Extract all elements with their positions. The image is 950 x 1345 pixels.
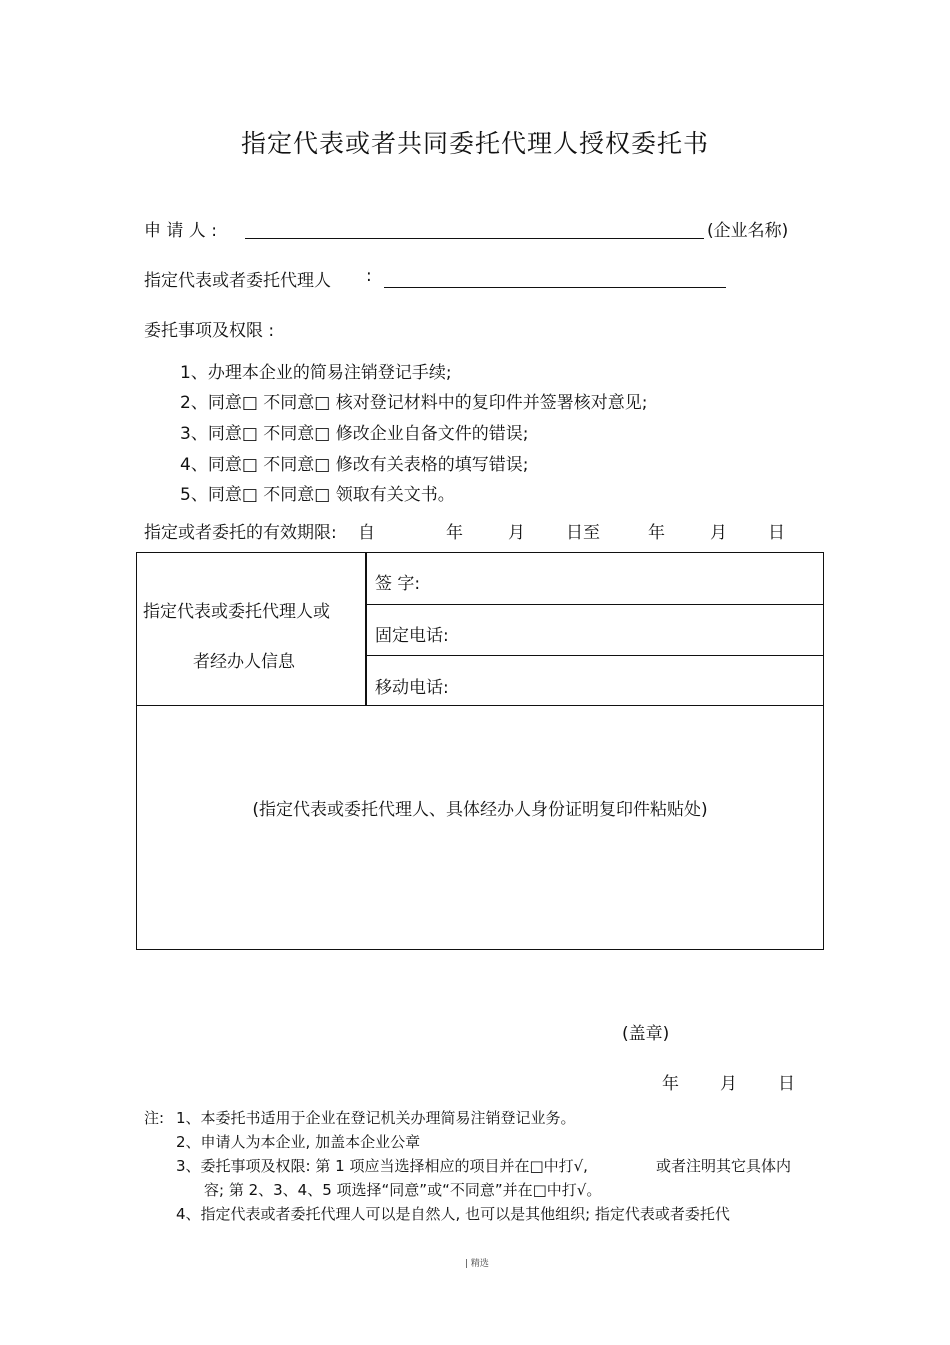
note-4: 4、指定代表或者委托代理人可以是自然人, 也可以是其他组织; 指定代表或者委托代 xyxy=(176,1205,730,1223)
validity-label: 指定或者委托的有效期限: xyxy=(144,523,337,543)
scope-item-3: 3、同意□ 不同意□ 修改企业自备文件的错误; xyxy=(180,424,529,444)
agent-colon: : xyxy=(366,266,372,286)
signature-field[interactable]: 签 字: xyxy=(375,574,421,594)
scope-label: 委托事项及权限 : xyxy=(144,321,275,341)
note-3-part-3: 容; 第 2、3、4、5 项选择“同意”或“不同意”并在□中打√。 xyxy=(204,1181,602,1199)
validity-month-2: 月 xyxy=(710,523,727,543)
scope-item-5: 5、同意□ 不同意□ 领取有关文书。 xyxy=(180,485,455,505)
scope-item-2: 2、同意□ 不同意□ 核对登记材料中的复印件并签署核对意见; xyxy=(180,393,648,413)
table-section-divider xyxy=(137,705,823,706)
validity-year-2: 年 xyxy=(648,523,665,543)
info-label-line-1: 指定代表或委托代理人或 xyxy=(143,602,330,622)
applicant-fill-line[interactable] xyxy=(245,238,704,239)
note-3-part-2: 或者注明其它具体内 xyxy=(656,1157,792,1175)
seal-label: (盖章) xyxy=(622,1024,670,1044)
sign-date-month: 月 xyxy=(720,1074,737,1094)
validity-day-to: 日至 xyxy=(566,523,600,543)
page-footer: | 精选 xyxy=(465,1259,489,1269)
agent-label: 指定代表或者委托代理人 xyxy=(144,271,331,291)
scope-item-1: 1、办理本企业的简易注销登记手续; xyxy=(180,363,452,383)
validity-year-1: 年 xyxy=(446,523,463,543)
agent-fill-line[interactable] xyxy=(384,287,726,288)
applicant-suffix: (企业名称) xyxy=(707,221,789,241)
table-row-divider xyxy=(365,604,823,605)
note-1: 1、本委托书适用于企业在登记机关办理简易注销登记业务。 xyxy=(176,1109,576,1127)
note-2: 2、申请人为本企业, 加盖本企业公章 xyxy=(176,1133,421,1151)
validity-day-2: 日 xyxy=(768,523,785,543)
landline-field[interactable]: 固定电话: xyxy=(375,626,449,646)
validity-from: 自 xyxy=(358,523,375,543)
scope-item-4: 4、同意□ 不同意□ 修改有关表格的填写错误; xyxy=(180,455,529,475)
validity-month-1: 月 xyxy=(508,523,525,543)
mobile-field[interactable]: 移动电话: xyxy=(375,678,449,698)
applicant-label: 申 请 人 : xyxy=(144,221,217,241)
note-3-part-1: 3、委托事项及权限: 第 1 项应当选择相应的项目并在□中打√, xyxy=(176,1157,588,1175)
info-table xyxy=(136,552,824,950)
table-column-divider xyxy=(365,553,367,705)
document-title: 指定代表或者共同委托代理人授权委托书 xyxy=(240,129,709,158)
table-row-divider xyxy=(365,655,823,656)
sign-date-year: 年 xyxy=(662,1074,679,1094)
notes-prefix: 注: xyxy=(144,1109,165,1127)
info-label-line-2: 者经办人信息 xyxy=(193,652,295,672)
sign-date-day: 日 xyxy=(778,1074,795,1094)
id-copy-paste-area: (指定代表或委托代理人、具体经办人身份证明复印件粘贴处) xyxy=(252,800,708,820)
